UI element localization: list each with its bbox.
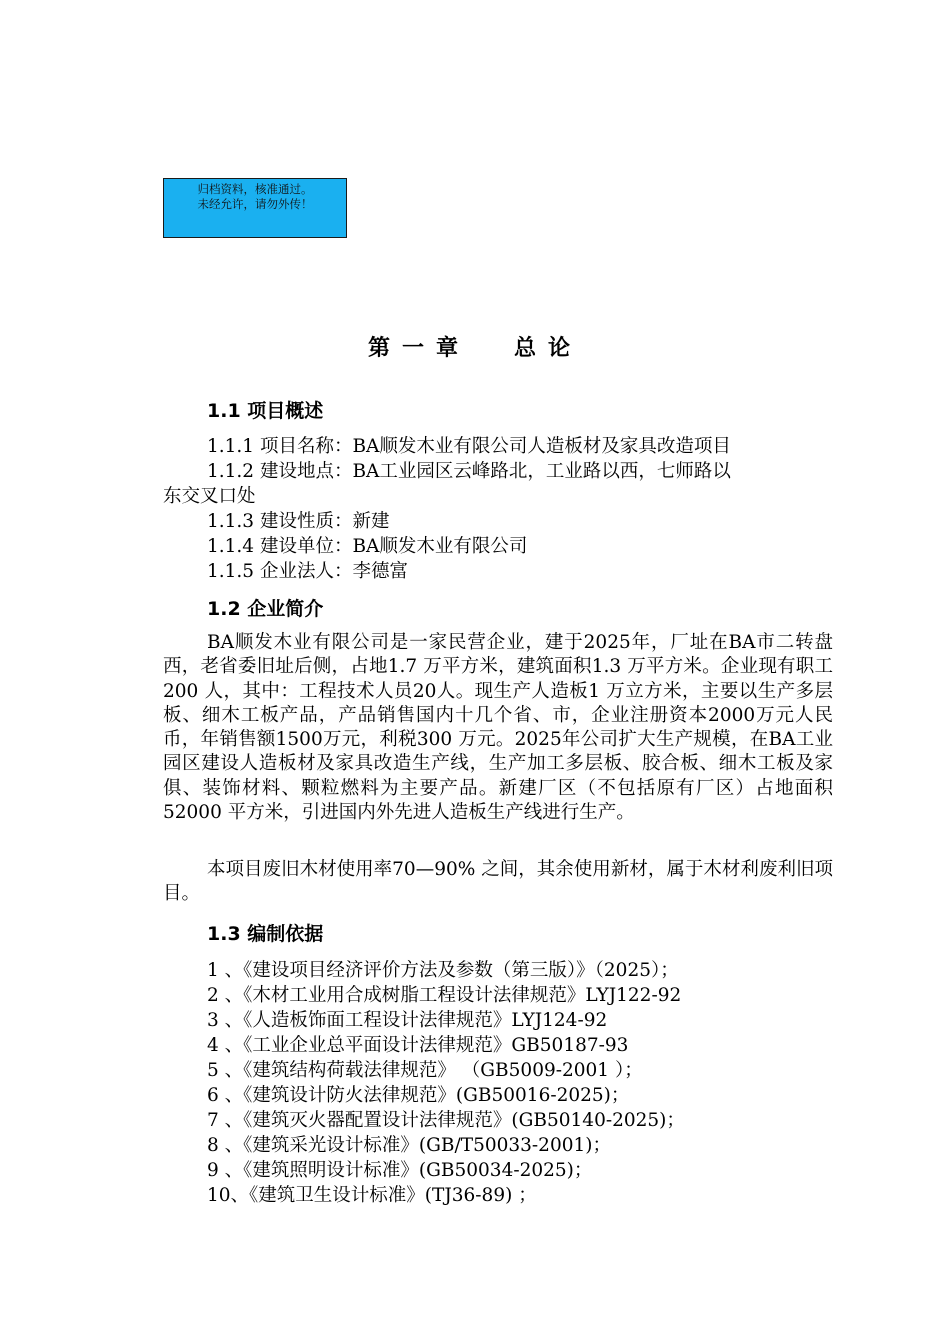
- basis-item: 3 、《人造板饰面工程设计法律规范》LYJ124-92: [207, 1010, 608, 1031]
- waste-wood-paragraph: 本项目废旧木材使用率70—90% 之间，其余使用新材，属于木材利废利旧项目。: [163, 859, 833, 905]
- basis-item: 7 、《建筑灭火器配置设计法律规范》(GB50140-2025)；: [207, 1110, 685, 1131]
- archive-stamp: [163, 178, 347, 238]
- chapter-title: [0, 334, 950, 364]
- project-nature-line: 1.1.3 建设性质：新建: [207, 511, 390, 532]
- section-heading-1-3: 1.3 编制依据: [207, 923, 324, 945]
- chapter-name: 总论: [514, 336, 583, 361]
- chapter-number: 第一章: [367, 336, 470, 361]
- basis-item: 1 、《建设项目经济评价方法及参数（第三版）》（2025）；: [207, 960, 679, 981]
- stamp-line-1: 归档资料，核准通过。: [197, 182, 313, 196]
- section-heading-1-1: 1.1 项目概述: [207, 400, 324, 422]
- project-location-line-cont: 东交叉口处: [163, 486, 256, 507]
- basis-item: 9 、《建筑照明设计标准》(GB50034-2025)；: [207, 1160, 593, 1181]
- project-location-line: 1.1.2 建设地点：BA工业园区云峰路北，工业路以西，七师路以: [207, 461, 731, 482]
- legal-person-line: 1.1.5 企业法人：李德富: [207, 561, 408, 582]
- basis-item: 10、《建筑卫生设计标准》(TJ36-89) ；: [207, 1185, 537, 1206]
- project-name-line: 1.1.1 项目名称：BA顺发木业有限公司人造板材及家具改造项目: [207, 436, 731, 457]
- basis-item: 2 、《木材工业用合成树脂工程设计法律规范》LYJ122-92: [207, 985, 682, 1006]
- project-unit-line: 1.1.4 建设单位：BA顺发木业有限公司: [207, 536, 528, 557]
- section-heading-1-2: 1.2 企业简介: [207, 598, 324, 620]
- company-intro-paragraph: BA顺发木业有限公司是一家民营企业，建于2025年，厂址在BA市二转盘西，老省委旧址后侧，占地1.7 万平方米，建筑面积1.3 万平方米。企业现有职工200 人，其中：工程技术人员20人。现生产人造板1 万立方米，主要以生产多层板、细木工板产品，产品销售国内十几个省、市，企业注册资本2000万元人民币，年销售额1500万元，利税300 万元。2025年公司扩大生产规模，在BA工业园区建设人造板材及家具改造生产线，生产加工多层板、胶合板、细木工板及家俱、装饰材料、颗粒燃料为主要产品。新建厂区（不包括原有厂区）占地面积52000 平方米，引进国内外先进人造板生产线进行生产。: [163, 632, 833, 824]
- stamp-line-2: 未经允许，请勿外传！: [197, 197, 313, 211]
- basis-item: 4 、《工业企业总平面设计法律规范》GB50187-93: [207, 1035, 629, 1056]
- basis-item: 6 、《建筑设计防火法律规范》(GB50016-2025)；: [207, 1085, 630, 1106]
- basis-item: 8 、《建筑采光设计标准》(GB/T50033-2001)；: [207, 1135, 611, 1156]
- basis-item: 5 、《建筑结构荷载法律规范》 （GB5009-2001 ）；: [207, 1060, 643, 1081]
